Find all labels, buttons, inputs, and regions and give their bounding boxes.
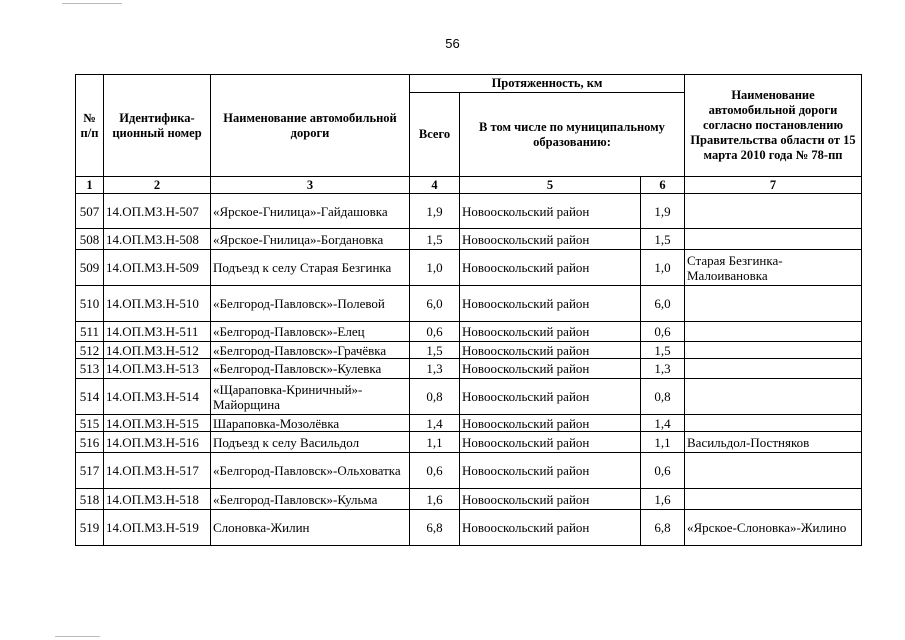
road-name: Подъезд к селу Васильдол (211, 432, 410, 453)
road-id: 14.ОП.МЗ.Н-513 (104, 359, 211, 379)
length-total: 1,9 (410, 194, 460, 229)
length-municipal: 0,6 (641, 322, 685, 342)
row-number: 519 (76, 510, 104, 546)
length-total: 1,3 (410, 359, 460, 379)
municipality: Новооскольский район (460, 342, 641, 359)
old-road-name (685, 359, 862, 379)
scan-mark (62, 3, 122, 4)
table-row (76, 342, 862, 359)
row-number: 512 (76, 342, 104, 359)
table-row (76, 379, 862, 415)
road-id: 14.ОП.МЗ.Н-507 (104, 194, 211, 229)
road-name: Слоновка-Жилин (211, 510, 410, 546)
row-number: 511 (76, 322, 104, 342)
length-municipal: 1,4 (641, 415, 685, 432)
road-name: «Ярское-Гнилица»-Богдановка (211, 229, 410, 250)
municipality: Новооскольский район (460, 229, 641, 250)
old-road-name (685, 415, 862, 432)
length-municipal: 1,5 (641, 342, 685, 359)
table-row (76, 229, 862, 250)
length-total: 0,6 (410, 322, 460, 342)
length-total: 1,4 (410, 415, 460, 432)
old-road-name (685, 194, 862, 229)
table-row (76, 489, 862, 510)
length-total: 6,0 (410, 286, 460, 322)
table-row (76, 322, 862, 342)
table-row (76, 194, 862, 229)
road-name: «Белгород-Павловск»-Полевой (211, 286, 410, 322)
length-total: 6,8 (410, 510, 460, 546)
road-name: «Щараповка-Криничный»-Майорщина (211, 379, 410, 415)
municipality: Новооскольский район (460, 322, 641, 342)
length-municipal: 0,8 (641, 379, 685, 415)
road-name: Шараповка-Мозолёвка (211, 415, 410, 432)
road-name: Подъезд к селу Старая Безгинка (211, 250, 410, 286)
length-total: 1,1 (410, 432, 460, 453)
length-total: 0,6 (410, 453, 460, 489)
row-number: 510 (76, 286, 104, 322)
row-number: 508 (76, 229, 104, 250)
municipality: Новооскольский район (460, 359, 641, 379)
length-total: 1,6 (410, 489, 460, 510)
road-name: «Белгород-Павловск»-Грачёвка (211, 342, 410, 359)
length-municipal: 1,1 (641, 432, 685, 453)
row-number: 509 (76, 250, 104, 286)
column-number: 7 (685, 177, 862, 194)
road-name: «Белгород-Павловск»-Елец (211, 322, 410, 342)
length-municipal: 6,8 (641, 510, 685, 546)
length-municipal: 1,0 (641, 250, 685, 286)
table-row (76, 359, 862, 379)
old-road-name: «Ярское-Слоновка»-Жилино (685, 510, 862, 546)
length-total: 1,5 (410, 229, 460, 250)
table-row (76, 432, 862, 453)
header-id: Идентифика-ционный номер (104, 75, 211, 177)
road-name: «Белгород-Павловск»-Кульма (211, 489, 410, 510)
municipality: Новооскольский район (460, 453, 641, 489)
column-number: 1 (76, 177, 104, 194)
municipality: Новооскольский район (460, 379, 641, 415)
municipality: Новооскольский район (460, 194, 641, 229)
column-numbers-row (76, 177, 862, 194)
length-municipal: 0,6 (641, 453, 685, 489)
municipality: Новооскольский район (460, 432, 641, 453)
header-length: Протяженность, км (410, 75, 685, 93)
column-number: 5 (460, 177, 641, 194)
road-id: 14.ОП.МЗ.Н-517 (104, 453, 211, 489)
old-road-name: Старая Безгинка-Малоивановка (685, 250, 862, 286)
table-row (76, 286, 862, 322)
table-row (76, 250, 862, 286)
row-number: 517 (76, 453, 104, 489)
road-id: 14.ОП.МЗ.Н-519 (104, 510, 211, 546)
old-road-name (685, 453, 862, 489)
header-name: Наименование автомобильной дороги (211, 75, 410, 177)
length-total: 0,8 (410, 379, 460, 415)
municipality: Новооскольский район (460, 510, 641, 546)
road-id: 14.ОП.МЗ.Н-514 (104, 379, 211, 415)
road-id: 14.ОП.МЗ.Н-509 (104, 250, 211, 286)
old-road-name (685, 286, 862, 322)
length-municipal: 1,9 (641, 194, 685, 229)
row-number: 513 (76, 359, 104, 379)
length-total: 1,5 (410, 342, 460, 359)
row-number: 515 (76, 415, 104, 432)
road-name: «Белгород-Павловск»-Кулевка (211, 359, 410, 379)
header-num: № п/п (76, 75, 104, 177)
header-total: Всего (410, 93, 460, 177)
length-municipal: 1,6 (641, 489, 685, 510)
road-id: 14.ОП.МЗ.Н-518 (104, 489, 211, 510)
old-road-name (685, 322, 862, 342)
roads-table (75, 74, 862, 546)
length-total: 1,0 (410, 250, 460, 286)
road-id: 14.ОП.МЗ.Н-515 (104, 415, 211, 432)
page-number: 56 (445, 36, 460, 51)
length-municipal: 1,3 (641, 359, 685, 379)
municipality: Новооскольский район (460, 286, 641, 322)
column-number: 6 (641, 177, 685, 194)
table-row (76, 453, 862, 489)
row-number: 514 (76, 379, 104, 415)
table-row (76, 415, 862, 432)
column-number: 4 (410, 177, 460, 194)
road-name: «Белгород-Павловск»-Ольховатка (211, 453, 410, 489)
road-id: 14.ОП.МЗ.Н-511 (104, 322, 211, 342)
road-id: 14.ОП.МЗ.Н-512 (104, 342, 211, 359)
old-road-name: Васильдол-Постняков (685, 432, 862, 453)
road-name: «Ярское-Гнилица»-Гайдашовка (211, 194, 410, 229)
old-road-name (685, 229, 862, 250)
municipality: Новооскольский район (460, 489, 641, 510)
municipality: Новооскольский район (460, 250, 641, 286)
row-number: 518 (76, 489, 104, 510)
scan-mark (55, 636, 100, 637)
column-number: 2 (104, 177, 211, 194)
row-number: 507 (76, 194, 104, 229)
road-id: 14.ОП.МЗ.Н-510 (104, 286, 211, 322)
municipality: Новооскольский район (460, 415, 641, 432)
header-including: В том числе по муниципальному образованию: (460, 93, 685, 177)
old-road-name (685, 342, 862, 359)
road-id: 14.ОП.МЗ.Н-508 (104, 229, 211, 250)
road-id: 14.ОП.МЗ.Н-516 (104, 432, 211, 453)
row-number: 516 (76, 432, 104, 453)
column-number: 3 (211, 177, 410, 194)
table-row (76, 510, 862, 546)
old-road-name (685, 489, 862, 510)
header-old-name: Наименование автомобильной дороги согласно постановлению Правительства области от 15 марта 2010 года № 78-пп (685, 75, 862, 177)
old-road-name (685, 379, 862, 415)
length-municipal: 6,0 (641, 286, 685, 322)
length-municipal: 1,5 (641, 229, 685, 250)
